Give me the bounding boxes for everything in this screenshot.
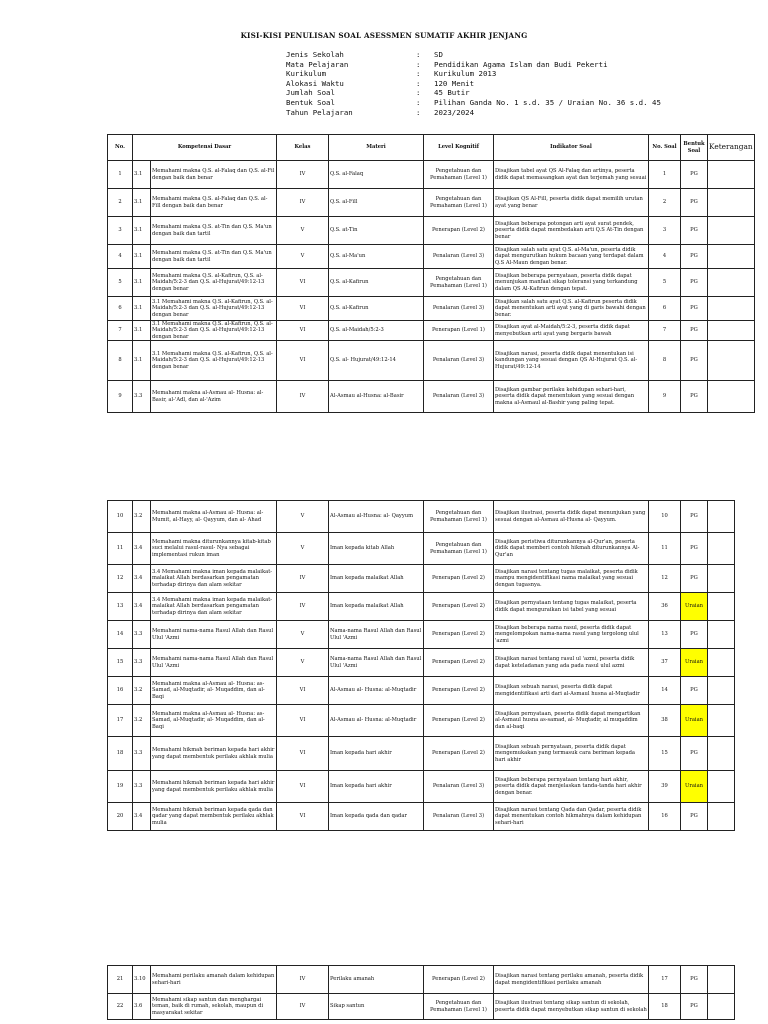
info-label: Kurikulum <box>286 69 327 79</box>
table-row <box>108 161 755 189</box>
kisi-kisi-table-page-2 <box>107 500 735 831</box>
cell-kompetensi-dasar: Memahami makna al-Asmau al- Husna: as-Samad, al-Muqtadir, al- Muqaddim, dan al-Baqi <box>151 705 277 737</box>
cell-kode: 3.1 <box>133 297 151 321</box>
cell-indikator-soal: Disajikan QS Al-Fill, peserta didik dapat memilih urutan ayat yang benar <box>494 189 649 217</box>
cell-no: 16 <box>108 677 133 705</box>
header-keterangan: Keterangan <box>708 135 755 161</box>
info-sep: : <box>416 107 421 117</box>
cell-kelas: VI <box>277 771 329 803</box>
info-sep: : <box>416 97 421 107</box>
info-row <box>286 79 661 89</box>
cell-no-soal: 4 <box>649 245 681 269</box>
info-row <box>286 98 661 108</box>
cell-kelas: V <box>277 501 329 533</box>
cell-level-kognitif: Penerapan (Level 2) <box>424 565 494 593</box>
cell-indikator-soal: Disajikan narasi tentang tugas malaikat, peserta didik mampu mengidentifikasi nama malaikat yang sesuai dengan tugasnya. <box>494 565 649 593</box>
cell-kode: 3.6 <box>133 994 151 1020</box>
cell-kompetensi-dasar: Memahami nama-nama Rasul Allah dan Rasul Ulul 'Azmi <box>151 649 277 677</box>
cell-kelas: VI <box>277 677 329 705</box>
cell-level-kognitif: Penerapan (Level 2) <box>424 621 494 649</box>
cell-bentuk-soal: PG <box>681 161 708 189</box>
cell-kompetensi-dasar: 3.1 Memahami makna Q.S. al-Kafirun, Q.S. al-Maidah/5:2-3 dan Q.S. al-Hujurat/49:12-13 dengan benar <box>151 341 277 381</box>
cell-no: 15 <box>108 649 133 677</box>
table-body <box>108 501 735 831</box>
cell-keterangan <box>708 381 755 413</box>
info-label: Mata Pelajaran <box>286 59 349 69</box>
cell-level-kognitif: Penerapan (Level 2) <box>424 649 494 677</box>
cell-level-kognitif: Penerapan (Level 2) <box>424 737 494 771</box>
cell-bentuk-soal: PG <box>681 297 708 321</box>
cell-kode: 3.3 <box>133 771 151 803</box>
cell-level-kognitif: Penerapan (Level 2) <box>424 966 494 994</box>
cell-kelas: IV <box>277 189 329 217</box>
cell-no: 6 <box>108 297 133 321</box>
info-row <box>286 108 661 118</box>
cell-keterangan <box>708 321 755 341</box>
table-row <box>108 771 735 803</box>
cell-kode: 3.1 <box>133 245 151 269</box>
cell-bentuk-soal: Uraian <box>681 649 708 677</box>
cell-no: 7 <box>108 321 133 341</box>
cell-kompetensi-dasar: Memahami makna diturunkannya kitab-kitab suci melalui rasul-rasul- Nya sebagai implementasi rukun iman <box>151 533 277 565</box>
cell-kode: 3.1 <box>133 341 151 381</box>
cell-level-kognitif: Penalaran (Level 3) <box>424 341 494 381</box>
cell-no-soal: 39 <box>649 771 681 803</box>
kisi-kisi-table-page-1 <box>107 134 755 413</box>
cell-kode: 3.4 <box>133 803 151 831</box>
cell-no-soal: 16 <box>649 803 681 831</box>
table-row <box>108 966 735 994</box>
cell-level-kognitif: Penerapan (Level 2) <box>424 217 494 245</box>
table-row <box>108 341 755 381</box>
table-row <box>108 621 735 649</box>
cell-indikator-soal: Disajikan tabel ayat QS Al-Falaq dan artinya, peserta didik dapat memasangkan ayat dan terjemah yang sesuai <box>494 161 649 189</box>
cell-no: 4 <box>108 245 133 269</box>
cell-kompetensi-dasar: 3.4 Memahami makna iman kepada malaikat-malaikat Allah berdasarkan pengamatan terhadap dirinya dan alam sekitar <box>151 565 277 593</box>
cell-no-soal: 11 <box>649 533 681 565</box>
cell-no-soal: 1 <box>649 161 681 189</box>
cell-level-kognitif: Pengetahuan dan Pemahaman (Level 1) <box>424 161 494 189</box>
cell-kompetensi-dasar: Memahami sikap santun dan menghargai teman, baik di rumah, sekolah, maupun di masyarakat sekitar <box>151 994 277 1020</box>
cell-kode: 3.1 <box>133 217 151 245</box>
table-row <box>108 705 735 737</box>
table-row <box>108 593 735 621</box>
cell-no: 13 <box>108 593 133 621</box>
cell-level-kognitif: Pengetahuan dan Pemahaman (Level 1) <box>424 269 494 297</box>
cell-materi: Al-Asmau al- Husna: al-Muqtadir <box>329 705 424 737</box>
header-bentuk-soal: Bentuk Soal <box>681 135 708 161</box>
cell-materi: Iman kepada malaikat Allah <box>329 565 424 593</box>
cell-kode: 3.10 <box>133 966 151 994</box>
cell-indikator-soal: Disajikan sebuah narasi, peserta didik dapat mengidentifikasi arti dari al-Asmaul husna al-Muqtadir <box>494 677 649 705</box>
info-sep: : <box>416 69 421 79</box>
cell-kelas: IV <box>277 381 329 413</box>
cell-level-kognitif: Penalaran (Level 3) <box>424 297 494 321</box>
cell-materi: Q.S. al-Kafirun <box>329 297 424 321</box>
cell-kelas: VI <box>277 737 329 771</box>
table-row <box>108 677 735 705</box>
cell-keterangan <box>708 705 735 737</box>
cell-level-kognitif: Penalaran (Level 3) <box>424 771 494 803</box>
cell-kode: 3.2 <box>133 677 151 705</box>
cell-keterangan <box>708 501 735 533</box>
info-label: Jenis Sekolah <box>286 50 344 59</box>
cell-keterangan <box>708 297 755 321</box>
cell-level-kognitif: Pengetahuan dan Pemahaman (Level 1) <box>424 189 494 217</box>
cell-materi: Al-Asmau al-Husna: al- Qayyum <box>329 501 424 533</box>
cell-kompetensi-dasar: Memahami makna al-Asmau al- Husna: al-Basir, al-'Adl, dan al-'Azim <box>151 381 277 413</box>
cell-bentuk-soal: PG <box>681 737 708 771</box>
cell-keterangan <box>708 621 735 649</box>
cell-kompetensi-dasar: Memahami makna Q.S. al-Falaq dan Q.S. al-Fil dengan baik dan benar <box>151 161 277 189</box>
cell-no: 12 <box>108 565 133 593</box>
kisi-kisi-table-page-3 <box>107 965 735 1020</box>
cell-materi: Nama-nama Rasul Allah dan Rasul Ulul 'Azmi <box>329 621 424 649</box>
cell-no: 11 <box>108 533 133 565</box>
table-row <box>108 245 755 269</box>
cell-indikator-soal: Disajikan peristiwa diturunkannya al-Qur'an, peserta didik dapat memberi contoh hikmah diturunkannya Al-Qur'an <box>494 533 649 565</box>
cell-kode: 3.4 <box>133 565 151 593</box>
cell-keterangan <box>708 677 735 705</box>
header-indikator-soal: Indikator Soal <box>494 135 649 161</box>
table-row <box>108 189 755 217</box>
info-row <box>286 60 661 70</box>
cell-kode: 3.1 <box>133 189 151 217</box>
cell-materi: Iman kepada malaikat Allah <box>329 593 424 621</box>
cell-materi: Iman kepada kitab Allah <box>329 533 424 565</box>
cell-level-kognitif: Pengetahuan dan Pemahaman (Level 1) <box>424 994 494 1020</box>
document-info <box>286 50 661 117</box>
cell-bentuk-soal: PG <box>681 269 708 297</box>
cell-keterangan <box>708 189 755 217</box>
header-kelas: Kelas <box>277 135 329 161</box>
cell-keterangan <box>708 966 735 994</box>
cell-no: 22 <box>108 994 133 1020</box>
cell-no-soal: 12 <box>649 565 681 593</box>
cell-bentuk-soal: PG <box>681 565 708 593</box>
cell-bentuk-soal: PG <box>681 994 708 1020</box>
cell-kompetensi-dasar: Memahami makna al-Asmau al- Husna: as-Samad, al-Muqtadir, al- Muqaddim, dan al-Baqi <box>151 677 277 705</box>
cell-kompetensi-dasar: Memahami makna al-Asmau al- Husna: al-Mumit, al-Hayy, al- Qayyum, dan al- Ahad <box>151 501 277 533</box>
cell-kompetensi-dasar: 3.1 Memahami makna Q.S. al-Kafirun, Q.S. al-Maidah/5:2-3 dan Q.S. al-Hujurat/49:12-13 dengan benar <box>151 297 277 321</box>
cell-level-kognitif: Pengetahuan dan Pemahaman (Level 1) <box>424 533 494 565</box>
info-label: Alokasi Waktu <box>286 78 344 88</box>
cell-kode: 3.3 <box>133 381 151 413</box>
cell-no-soal: 38 <box>649 705 681 737</box>
cell-level-kognitif: Penerapan (Level 1) <box>424 321 494 341</box>
cell-indikator-soal: Disajikan pernyataan, peserta didik dapat mengartikan al-Asmaul husna as-samad, al- Muqtadir, al muqaddim dan al-baqi <box>494 705 649 737</box>
cell-materi: Iman kepada hari akhir <box>329 771 424 803</box>
info-value: Pendidikan Agama Islam dan Budi Pekerti <box>434 59 608 69</box>
cell-no: 8 <box>108 341 133 381</box>
cell-indikator-soal: Disajikan narasi, peserta didik dapat menentukan isi kandungan yang sesuai dengan QS Al-Hujurat Q.S. al- Hujurat/49:12-14 <box>494 341 649 381</box>
cell-kompetensi-dasar: Memahami makna Q.S. at-Tin dan Q.S. Ma'un dengan baik dan tartil <box>151 245 277 269</box>
cell-indikator-soal: Disajikan beberapa potongan arti ayat surat pendek, peserta didik dapat membedakan arti Q.S At-Tin dengan benar <box>494 217 649 245</box>
cell-level-kognitif: Penerapan (Level 2) <box>424 593 494 621</box>
cell-kompetensi-dasar: 3.4 Memahami makna iman kepada malaikat-malaikat Allah berdasarkan pengamatan terhadap dirinya dan alam sekitar <box>151 593 277 621</box>
header-kompetensi-dasar: Kompetensi Dasar <box>133 135 277 161</box>
cell-no: 17 <box>108 705 133 737</box>
table-row <box>108 994 735 1020</box>
table-row <box>108 217 755 245</box>
cell-no-soal: 17 <box>649 966 681 994</box>
cell-kelas: IV <box>277 966 329 994</box>
cell-no: 18 <box>108 737 133 771</box>
info-sep: : <box>416 88 421 98</box>
cell-no-soal: 14 <box>649 677 681 705</box>
cell-no-soal: 7 <box>649 321 681 341</box>
cell-kelas: IV <box>277 994 329 1020</box>
cell-no-soal: 10 <box>649 501 681 533</box>
cell-kelas: V <box>277 533 329 565</box>
table-row <box>108 381 755 413</box>
cell-keterangan <box>708 341 755 381</box>
cell-kode: 3.4 <box>133 593 151 621</box>
cell-bentuk-soal: PG <box>681 533 708 565</box>
info-value: 120 Menit <box>434 78 475 88</box>
cell-kode: 3.1 <box>133 269 151 297</box>
cell-indikator-soal: Disajikan ilustrasi tentang sikap santun di sekolah, peserta didik dapat menyebutkan sikap santun di sekolah <box>494 994 649 1020</box>
info-sep: : <box>416 59 421 69</box>
cell-keterangan <box>708 994 735 1020</box>
cell-kode: 3.1 <box>133 161 151 189</box>
cell-no: 9 <box>108 381 133 413</box>
cell-no: 3 <box>108 217 133 245</box>
cell-no: 21 <box>108 966 133 994</box>
cell-indikator-soal: Disajikan pernyataan tentang tugas malaikat, peserta didik dapat menguraikan isi tabel yang sesuai <box>494 593 649 621</box>
cell-bentuk-soal: Uraian <box>681 705 708 737</box>
cell-no-soal: 6 <box>649 297 681 321</box>
cell-indikator-soal: Disajikan salah satu ayat Q.S. al-Ma'un, peserta didik dapat mengurutkan hukum bacaan yang terdapat dalam Q.S Al-Maun dengan benar. <box>494 245 649 269</box>
cell-no: 19 <box>108 771 133 803</box>
cell-kompetensi-dasar: Memahami hikmah beriman kepada hari akhir yang dapat membentuk perilaku akhlak mulia <box>151 737 277 771</box>
info-row <box>286 88 661 98</box>
cell-keterangan <box>708 245 755 269</box>
cell-keterangan <box>708 565 735 593</box>
table-row <box>108 297 755 321</box>
cell-indikator-soal: Disajikan ilustrasi, peserta didik dapat menunjukan yang sesuai dengan al-Asmau al-Husna al- Qayyum. <box>494 501 649 533</box>
page-title: KISI-KISI PENULISAN SOAL ASESSMEN SUMATIF AKHIR JENJANG <box>240 31 528 40</box>
cell-no-soal: 37 <box>649 649 681 677</box>
cell-keterangan <box>708 771 735 803</box>
cell-indikator-soal: Disajikan narasi tentang Qada dan Qadar, peserta didik dapat menentukan contoh hikmahnya dalam kehidupan sehari-hari <box>494 803 649 831</box>
cell-bentuk-soal: Uraian <box>681 593 708 621</box>
cell-indikator-soal: Disajikan narasi tentang rasul ul 'azmi, peserta didik dapat keteladanan yang ada pada rasul ulul azmi <box>494 649 649 677</box>
cell-indikator-soal: Disajikan ayat al-Maidah/5:2-3, peserta didik dapat menyebutkan arti ayat yang bergaris bawah <box>494 321 649 341</box>
cell-keterangan <box>708 649 735 677</box>
cell-kelas: V <box>277 621 329 649</box>
cell-kode: 3.4 <box>133 533 151 565</box>
cell-kelas: VI <box>277 705 329 737</box>
cell-materi: Q.S. al-Maidah/5:2-3 <box>329 321 424 341</box>
cell-indikator-soal: Disajikan gambar perilaku kehidupan sehari-hari, peserta didik dapat menentukan yang sesuai dengan makna al-Asmaul al-Bashir yang paling tepat. <box>494 381 649 413</box>
cell-bentuk-soal: PG <box>681 621 708 649</box>
cell-materi: Sikap santun <box>329 994 424 1020</box>
cell-materi: Q.S. al-Kafirun <box>329 269 424 297</box>
cell-no-soal: 9 <box>649 381 681 413</box>
cell-bentuk-soal: PG <box>681 321 708 341</box>
cell-kompetensi-dasar: Memahami makna Q.S. al-Kafirun, Q.S. al-Maidah/5:2-3 dan Q.S. al-Hujurat/49:12-13 dengan benar <box>151 269 277 297</box>
info-label: Jumlah Soal <box>286 88 335 98</box>
cell-no: 2 <box>108 189 133 217</box>
cell-kompetensi-dasar: Memahami hikmah beriman kepada qada dan qadar yang dapat membentuk perilaku akhlak mulia <box>151 803 277 831</box>
info-value: Pilihan Ganda No. 1 s.d. 35 / Uraian No. 36 s.d. 45 <box>434 97 661 107</box>
table-row <box>108 533 735 565</box>
cell-no-soal: 18 <box>649 994 681 1020</box>
cell-keterangan <box>708 803 735 831</box>
cell-materi: Q.S. al-Falaq <box>329 161 424 189</box>
cell-kode: 3.3 <box>133 737 151 771</box>
table-row <box>108 501 735 533</box>
cell-bentuk-soal: PG <box>681 245 708 269</box>
info-value: SD <box>434 50 443 59</box>
cell-no-soal: 2 <box>649 189 681 217</box>
cell-kelas: IV <box>277 565 329 593</box>
cell-kompetensi-dasar: Memahami perilaku amanah dalam kehidupan sehari-hari <box>151 966 277 994</box>
header-level-kognitif: Level Kognitif <box>424 135 494 161</box>
cell-bentuk-soal: PG <box>681 677 708 705</box>
info-row <box>286 50 661 60</box>
cell-kode: 3.3 <box>133 649 151 677</box>
cell-no: 20 <box>108 803 133 831</box>
cell-materi: Q.S. al-Fill <box>329 189 424 217</box>
cell-kompetensi-dasar: 3.1 Memahami makna Q.S. al-Kafirun, Q.S. al-Maidah/5:2-3 dan Q.S. al-Hujurat/49:12-13 dengan benar <box>151 321 277 341</box>
cell-kode: 3.2 <box>133 705 151 737</box>
cell-kompetensi-dasar: Memahami nama-nama Rasul Allah dan Rasul Ulul 'Azmi <box>151 621 277 649</box>
cell-level-kognitif: Penerapan (Level 2) <box>424 705 494 737</box>
cell-indikator-soal: Disajikan beberapa pernyataan, peserta didik dapat menunjukan manfaat sikap toleransi yang terkandung dalam QS Al-Kafirun dengan tepat. <box>494 269 649 297</box>
cell-bentuk-soal: PG <box>681 501 708 533</box>
cell-materi: Perilaku amanah <box>329 966 424 994</box>
cell-level-kognitif: Penalaran (Level 3) <box>424 803 494 831</box>
cell-kelas: IV <box>277 161 329 189</box>
cell-indikator-soal: Disajikan beberapa pernyataan tentang hari akhir, peserta didik dapat menjelaskan tanda-tanda hari akhir dengan benar. <box>494 771 649 803</box>
cell-no: 1 <box>108 161 133 189</box>
cell-kelas: V <box>277 217 329 245</box>
table-row <box>108 565 735 593</box>
table-row <box>108 803 735 831</box>
cell-bentuk-soal: PG <box>681 217 708 245</box>
cell-materi: Iman kepada qada dan qadar <box>329 803 424 831</box>
cell-kode: 3.2 <box>133 501 151 533</box>
cell-level-kognitif: Pengetahuan dan Pemahaman (Level 1) <box>424 501 494 533</box>
cell-keterangan <box>708 269 755 297</box>
cell-kelas: VI <box>277 321 329 341</box>
table-body <box>108 966 735 1020</box>
table-header-row <box>108 135 755 161</box>
cell-keterangan <box>708 217 755 245</box>
cell-kode: 3.1 <box>133 321 151 341</box>
info-value: Kurikulum 2013 <box>434 69 497 79</box>
cell-bentuk-soal: PG <box>681 189 708 217</box>
cell-bentuk-soal: PG <box>681 341 708 381</box>
cell-bentuk-soal: PG <box>681 803 708 831</box>
table-row <box>108 269 755 297</box>
table-row <box>108 649 735 677</box>
cell-kelas: VI <box>277 297 329 321</box>
cell-materi: Nama-nama Rasul Allah dan Rasul Ulul 'Azmi <box>329 649 424 677</box>
cell-indikator-soal: Disajikan narasi tentang perilaku amanah, peserta didik dapat mengidentifikasi perilaku amanah <box>494 966 649 994</box>
cell-level-kognitif: Penalaran (Level 3) <box>424 381 494 413</box>
cell-indikator-soal: Disajikan beberapa nama rasul, peserta didik dapat mengelompokan nama-nama rasul yang tergolong ulul 'azmi <box>494 621 649 649</box>
cell-kelas: V <box>277 245 329 269</box>
cell-no: 14 <box>108 621 133 649</box>
header-no: No. <box>108 135 133 161</box>
cell-kelas: IV <box>277 593 329 621</box>
cell-materi: Q.S. al- Hujurat/49:12-14 <box>329 341 424 381</box>
cell-keterangan <box>708 161 755 189</box>
info-value: 45 Butir <box>434 88 470 98</box>
cell-no-soal: 8 <box>649 341 681 381</box>
cell-indikator-soal: Disajikan salah satu ayat Q.S. al-Kafirun peserta didik dapat menentukan arti ayat yang di garis bawahi dengan benar. <box>494 297 649 321</box>
cell-kompetensi-dasar: Memahami hikmah beriman kepada hari akhir yang dapat membentuk perilaku akhlak mulia <box>151 771 277 803</box>
info-label: Tahun Pelajaran <box>286 107 353 117</box>
cell-no-soal: 3 <box>649 217 681 245</box>
cell-no-soal: 5 <box>649 269 681 297</box>
cell-kelas: VI <box>277 803 329 831</box>
cell-bentuk-soal: PG <box>681 381 708 413</box>
table-row <box>108 321 755 341</box>
cell-bentuk-soal: Uraian <box>681 771 708 803</box>
table-body <box>108 161 755 413</box>
cell-no-soal: 15 <box>649 737 681 771</box>
cell-kode: 3.3 <box>133 621 151 649</box>
header-materi: Materi <box>329 135 424 161</box>
cell-level-kognitif: Penerapan (Level 2) <box>424 677 494 705</box>
cell-no-soal: 36 <box>649 593 681 621</box>
cell-keterangan <box>708 533 735 565</box>
cell-materi: Iman kepada hari akhir <box>329 737 424 771</box>
cell-no: 5 <box>108 269 133 297</box>
info-sep: : <box>416 50 421 59</box>
cell-keterangan <box>708 737 735 771</box>
info-value: 2023/2024 <box>434 107 475 117</box>
cell-indikator-soal: Disajikan sebuah pernyataan, peserta didik dapat mengemukakan yang termasuk cara beriman kepada hari akhir <box>494 737 649 771</box>
info-label: Bentuk Soal <box>286 97 335 107</box>
cell-kelas: VI <box>277 269 329 297</box>
cell-materi: Q.S. al-Ma'un <box>329 245 424 269</box>
cell-materi: Al-Asmau al-Husna: al-Basir <box>329 381 424 413</box>
cell-kelas: V <box>277 649 329 677</box>
cell-no-soal: 13 <box>649 621 681 649</box>
header-no-soal: No. Soal <box>649 135 681 161</box>
cell-kompetensi-dasar: Memahami makna Q.S. al-Falaq dan Q.S. al-Fill dengan baik dan benar <box>151 189 277 217</box>
cell-no: 10 <box>108 501 133 533</box>
cell-keterangan <box>708 593 735 621</box>
cell-kompetensi-dasar: Memahami makna Q.S. at-Tin dan Q.S. Ma'un dengan baik dan tartil <box>151 217 277 245</box>
table-row <box>108 737 735 771</box>
cell-kelas: VI <box>277 341 329 381</box>
cell-materi: Q.S. at-Tin <box>329 217 424 245</box>
cell-level-kognitif: Penalaran (Level 3) <box>424 245 494 269</box>
cell-bentuk-soal: PG <box>681 966 708 994</box>
info-sep: : <box>416 78 421 88</box>
info-row <box>286 69 661 79</box>
cell-materi: Al-Asmau al- Husna: al-Muqtadir <box>329 677 424 705</box>
